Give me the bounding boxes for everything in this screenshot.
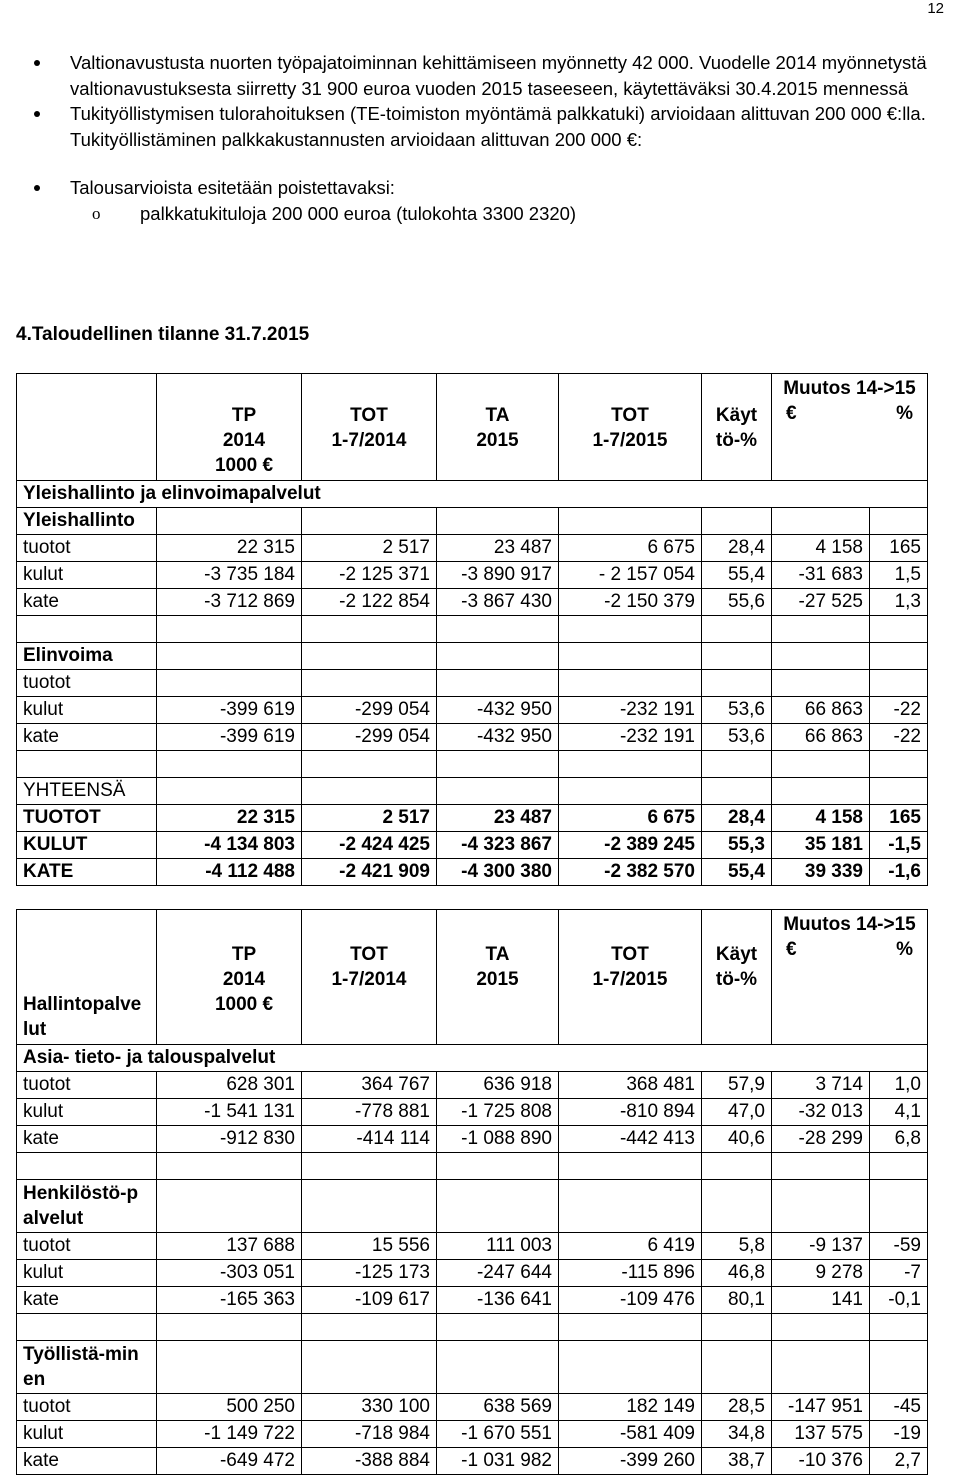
- table-cell: -3 890 917: [437, 562, 559, 589]
- table-cell: [702, 670, 772, 697]
- table-cell: -22: [870, 724, 928, 751]
- table-cell: 22 315: [157, 535, 302, 562]
- table-row: [17, 832, 928, 859]
- table-cell: 53,6: [702, 724, 772, 751]
- spacer-row: [17, 616, 928, 643]
- table-cell: -399 619: [157, 724, 302, 751]
- table-cell: -4 112 488: [157, 859, 302, 886]
- table-cell: -125 173: [302, 1260, 437, 1287]
- table-cell: 2 517: [302, 535, 437, 562]
- table-cell: 368 481: [559, 1072, 702, 1099]
- row-label: KULUT: [17, 832, 157, 859]
- table-cell: 111 003: [437, 1233, 559, 1260]
- table-cell: -4 323 867: [437, 832, 559, 859]
- table-cell: -718 984: [302, 1421, 437, 1448]
- table-cell: -147 951: [772, 1394, 870, 1421]
- table-cell: -232 191: [559, 697, 702, 724]
- table-cell: -649 472: [157, 1448, 302, 1475]
- table-cell: -247 644: [437, 1260, 559, 1287]
- table-row: [17, 697, 928, 724]
- header-row: [17, 910, 928, 1045]
- table-cell: 165: [870, 535, 928, 562]
- table-cell: 500 250: [157, 1394, 302, 1421]
- table-cell: 23 487: [437, 535, 559, 562]
- table-cell: 137 575: [772, 1421, 870, 1448]
- table-cell: - 2 157 054: [559, 562, 702, 589]
- table-row: [17, 1126, 928, 1153]
- table-cell: 55,3: [702, 832, 772, 859]
- group-row: Asia- tieto- ja talouspalvelut: [17, 1045, 928, 1072]
- table-cell: -442 413: [559, 1126, 702, 1153]
- table-cell: 66 863: [772, 724, 870, 751]
- row-label: tuotot: [17, 670, 157, 697]
- table-cell: [559, 670, 702, 697]
- table-cell: 330 100: [302, 1394, 437, 1421]
- table-cell: 1,0: [870, 1072, 928, 1099]
- page-number: 12: [927, 0, 944, 17]
- table-cell: -399 619: [157, 697, 302, 724]
- table-row: [17, 1394, 928, 1421]
- table-cell: 80,1: [702, 1287, 772, 1314]
- table-row: [17, 1099, 928, 1126]
- table-cell: -299 054: [302, 724, 437, 751]
- table-cell: -1 149 722: [157, 1421, 302, 1448]
- header-tot-2014: TOT 1-7/2014: [302, 910, 437, 1045]
- group-row: [17, 1180, 928, 1233]
- table-cell: -1,6: [870, 859, 928, 886]
- table-cell: 55,4: [702, 562, 772, 589]
- table-cell: 165: [870, 805, 928, 832]
- sub-bullet-1: o palkkatukituloja 200 000 euroa (tulokohta 3300 2320): [30, 201, 930, 227]
- table-cell: 23 487: [437, 805, 559, 832]
- table-cell: -9 137: [772, 1233, 870, 1260]
- table-cell: 4,1: [870, 1099, 928, 1126]
- header-tot-2015: TOT 1-7/2015: [559, 374, 702, 481]
- table-cell: -432 950: [437, 697, 559, 724]
- table-cell: -3 735 184: [157, 562, 302, 589]
- table-cell: -3 867 430: [437, 589, 559, 616]
- table-cell: 55,6: [702, 589, 772, 616]
- table-row: [17, 724, 928, 751]
- spacer: [30, 152, 930, 175]
- table-cell: -399 260: [559, 1448, 702, 1475]
- group-row: Elinvoima: [17, 643, 928, 670]
- table-cell: -19: [870, 1421, 928, 1448]
- table-cell: -28 299: [772, 1126, 870, 1153]
- row-label: kulut: [17, 1260, 157, 1287]
- row-label: kate: [17, 724, 157, 751]
- table-cell: 15 556: [302, 1233, 437, 1260]
- row-label: kulut: [17, 562, 157, 589]
- row-label: tuotot: [17, 1233, 157, 1260]
- table-cell: 137 688: [157, 1233, 302, 1260]
- table-row: [17, 589, 928, 616]
- header-kaytto: Käyt tö-%: [702, 910, 772, 1045]
- table-cell: 2,7: [870, 1448, 928, 1475]
- total-label-row: YHTEENSÄ: [17, 778, 928, 805]
- table-cell: 22 315: [157, 805, 302, 832]
- table-cell: -1 725 808: [437, 1099, 559, 1126]
- table-cell: [772, 670, 870, 697]
- row-label: kate: [17, 1126, 157, 1153]
- table-row: [17, 1233, 928, 1260]
- table-cell: -32 013: [772, 1099, 870, 1126]
- table-cell: 39 339: [772, 859, 870, 886]
- table-cell: 3 714: [772, 1072, 870, 1099]
- table-cell: -581 409: [559, 1421, 702, 1448]
- group-label: Henkilöstö-p alvelut: [17, 1180, 157, 1233]
- table-cell: -1 031 982: [437, 1448, 559, 1475]
- group-row: [17, 1341, 928, 1394]
- table-cell: -2 389 245: [559, 832, 702, 859]
- table-cell: -1 670 551: [437, 1421, 559, 1448]
- table-cell: 47,0: [702, 1099, 772, 1126]
- table-row: [17, 535, 928, 562]
- table-row: [17, 670, 928, 697]
- financial-table-2: [16, 909, 928, 1475]
- table-cell: 6 675: [559, 805, 702, 832]
- table-cell: [302, 670, 437, 697]
- table-cell: -22: [870, 697, 928, 724]
- table-cell: -1 088 890: [437, 1126, 559, 1153]
- table-cell: -2 125 371: [302, 562, 437, 589]
- table-cell: 364 767: [302, 1072, 437, 1099]
- bullet-3: Talousarvioista esitetään poistettavaksi:: [30, 175, 930, 201]
- header-corner: Hallintopalve lut: [17, 910, 157, 1045]
- header-ta-2015: TA 2015: [437, 374, 559, 481]
- table-cell: 638 569: [437, 1394, 559, 1421]
- table-cell: -2 421 909: [302, 859, 437, 886]
- header-muutos: Muutos 14->15 € %: [772, 374, 928, 481]
- table-cell: -388 884: [302, 1448, 437, 1475]
- table-cell: -912 830: [157, 1126, 302, 1153]
- table-cell: -299 054: [302, 697, 437, 724]
- table-cell: 6 675: [559, 535, 702, 562]
- table-cell: 38,7: [702, 1448, 772, 1475]
- table-cell: -1 541 131: [157, 1099, 302, 1126]
- table-cell: [437, 670, 559, 697]
- row-label: kate: [17, 1448, 157, 1475]
- table-cell: -27 525: [772, 589, 870, 616]
- table-cell: -115 896: [559, 1260, 702, 1287]
- table-row: [17, 1421, 928, 1448]
- row-label: kate: [17, 1287, 157, 1314]
- header-ta-2015: TA 2015: [437, 910, 559, 1045]
- row-label: kulut: [17, 1099, 157, 1126]
- table-cell: 6,8: [870, 1126, 928, 1153]
- table-cell: [870, 670, 928, 697]
- table-cell: -31 683: [772, 562, 870, 589]
- group-label: Työllistä-min en: [17, 1341, 157, 1394]
- table-cell: -45: [870, 1394, 928, 1421]
- table-cell: 28,4: [702, 535, 772, 562]
- table-cell: -0,1: [870, 1287, 928, 1314]
- table-row: [17, 562, 928, 589]
- table-cell: -109 476: [559, 1287, 702, 1314]
- table-cell: 57,9: [702, 1072, 772, 1099]
- table-cell: 628 301: [157, 1072, 302, 1099]
- section-heading: 4.Taloudellinen tilanne 31.7.2015: [16, 324, 310, 345]
- header-tot-2014: TOT 1-7/2014: [302, 374, 437, 481]
- spacer-row: [17, 1153, 928, 1180]
- table-cell: 4 158: [772, 535, 870, 562]
- table-cell: -4 134 803: [157, 832, 302, 859]
- table-cell: -810 894: [559, 1099, 702, 1126]
- financial-table-1: [16, 373, 928, 886]
- row-label: KATE: [17, 859, 157, 886]
- row-label: tuotot: [17, 1072, 157, 1099]
- table-cell: -165 363: [157, 1287, 302, 1314]
- table-cell: -1,5: [870, 832, 928, 859]
- header-row: [17, 374, 928, 481]
- header-tp: TP 2014 1000 €: [157, 910, 302, 1045]
- table-cell: 66 863: [772, 697, 870, 724]
- header-tot-2015: TOT 1-7/2015: [559, 910, 702, 1045]
- table-cell: 141: [772, 1287, 870, 1314]
- table-cell: 46,8: [702, 1260, 772, 1287]
- group-row: Yleishallinto: [17, 508, 928, 535]
- table-cell: -232 191: [559, 724, 702, 751]
- header-corner: [17, 374, 157, 481]
- table-cell: -778 881: [302, 1099, 437, 1126]
- table-cell: -4 300 380: [437, 859, 559, 886]
- table-cell: -414 114: [302, 1126, 437, 1153]
- table-cell: -2 424 425: [302, 832, 437, 859]
- table-cell: 1,3: [870, 589, 928, 616]
- bullet-1: Valtionavustusta nuorten työpajatoiminnan kehittämiseen myönnetty 42 000. Vuodelle 2014 myönnetystä valtionavustuksesta siirretty 31 900 euroa vuoden 2015 taseeseen, käytettäväksi 30.4.2015 mennessä: [30, 50, 930, 101]
- table-row: [17, 1072, 928, 1099]
- table-cell: -109 617: [302, 1287, 437, 1314]
- table-cell: -10 376: [772, 1448, 870, 1475]
- table-cell: -2 150 379: [559, 589, 702, 616]
- table-cell: 182 149: [559, 1394, 702, 1421]
- table-cell: 28,5: [702, 1394, 772, 1421]
- table-cell: 35 181: [772, 832, 870, 859]
- row-label: tuotot: [17, 535, 157, 562]
- table-row: [17, 1287, 928, 1314]
- table-cell: -2 122 854: [302, 589, 437, 616]
- table-cell: -7: [870, 1260, 928, 1287]
- header-tp: TP 2014 1000 €: [157, 374, 302, 481]
- table-row: [17, 859, 928, 886]
- table-cell: 636 918: [437, 1072, 559, 1099]
- spacer-row: [17, 751, 928, 778]
- header-kaytto: Käyt tö-%: [702, 374, 772, 481]
- table-cell: -3 712 869: [157, 589, 302, 616]
- table-row: [17, 1260, 928, 1287]
- table-cell: 55,4: [702, 859, 772, 886]
- table-row: [17, 1448, 928, 1475]
- header-muutos: Muutos 14->15 € %: [772, 910, 928, 1045]
- table-cell: -2 382 570: [559, 859, 702, 886]
- table-cell: 34,8: [702, 1421, 772, 1448]
- table-cell: 4 158: [772, 805, 870, 832]
- table-cell: -59: [870, 1233, 928, 1260]
- row-label: kulut: [17, 1421, 157, 1448]
- table-cell: -303 051: [157, 1260, 302, 1287]
- table-cell: 1,5: [870, 562, 928, 589]
- table-cell: -432 950: [437, 724, 559, 751]
- section-row: Yleishallinto ja elinvoimapalvelut: [17, 481, 928, 508]
- bullet-2: Tukityöllistymisen tulorahoituksen (TE-toimiston myöntämä palkkatuki) arvioidaan alittuvan 200 000 €:lla. Tukityöllistäminen palkkakustannusten arvioidaan alittuvan 200 000 €:: [30, 101, 930, 152]
- row-label: tuotot: [17, 1394, 157, 1421]
- table-cell: 28,4: [702, 805, 772, 832]
- intro-bullet-list: [30, 50, 930, 226]
- spacer-row: [17, 1314, 928, 1341]
- table-row: [17, 805, 928, 832]
- table-cell: 6 419: [559, 1233, 702, 1260]
- row-label: kate: [17, 589, 157, 616]
- table-cell: 2 517: [302, 805, 437, 832]
- table-cell: [157, 670, 302, 697]
- table-cell: 5,8: [702, 1233, 772, 1260]
- table-cell: 53,6: [702, 697, 772, 724]
- row-label: TUOTOT: [17, 805, 157, 832]
- table-cell: -136 641: [437, 1287, 559, 1314]
- table-cell: 40,6: [702, 1126, 772, 1153]
- table-cell: 9 278: [772, 1260, 870, 1287]
- row-label: kulut: [17, 697, 157, 724]
